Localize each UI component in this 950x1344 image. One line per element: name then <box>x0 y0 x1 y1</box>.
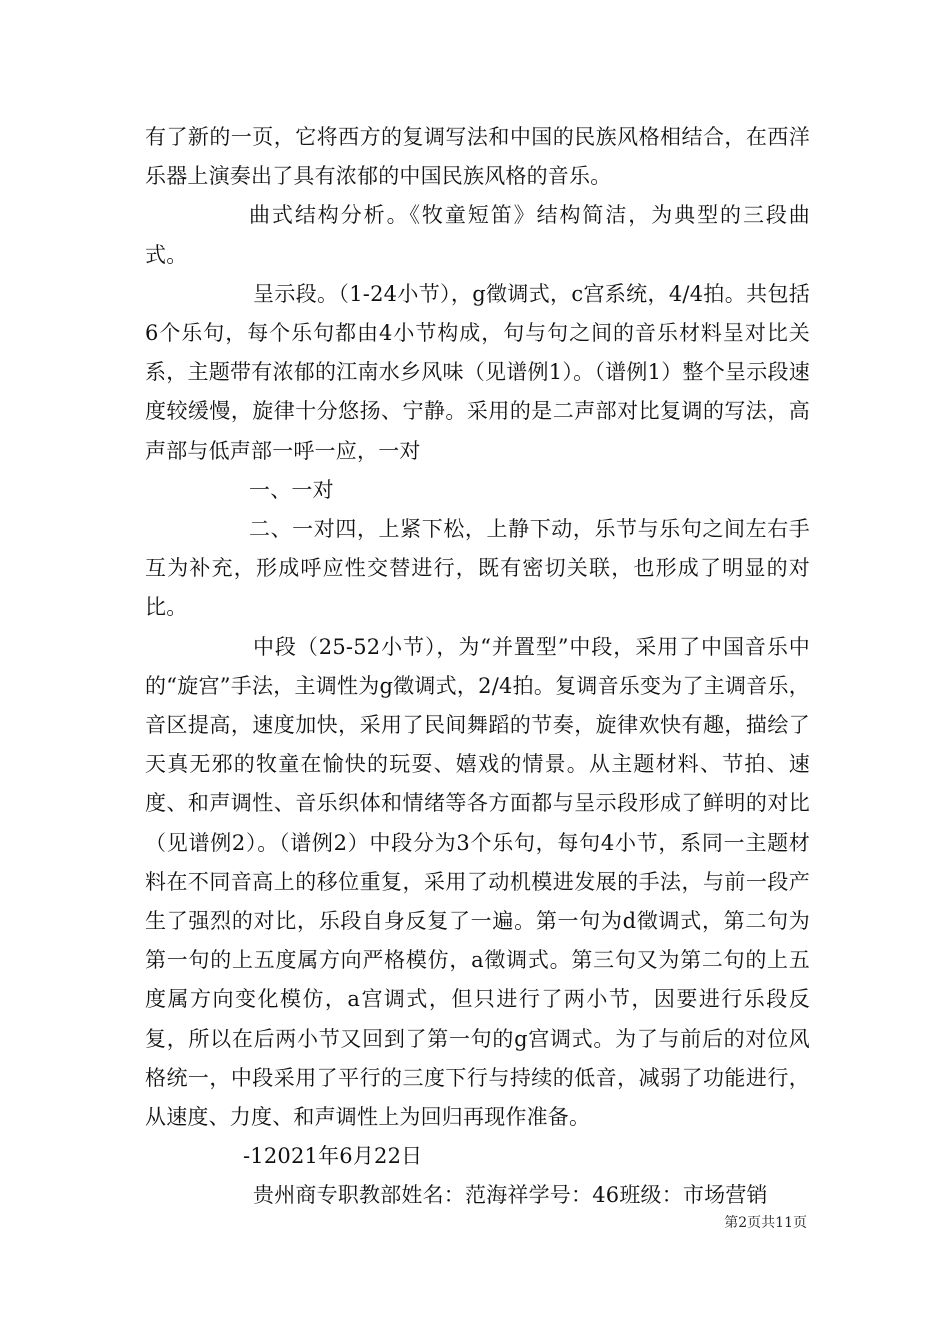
paragraph-one-to-four: 二、一对四，上紧下松，上静下动，乐节与乐句之间左右手互为补充，形成呼应性交替进行，既有密切关联，也形成了明显的对比。 <box>145 517 810 620</box>
paragraph-exposition: 呈示段。（1-24小节），g徵调式，c宫系统，4/4拍。共包括6个乐句，每个乐句都由4小节构成，句与句之间的音乐材料呈对比关系，主题带有浓郁的江南水乡风味（见谱例1）。（谱例1）整个呈示段速度较缓慢，旋律十分悠扬、宁静。采用的是二声部对比复调的写法，高声部与低声部一呼一应，一对 <box>145 281 810 463</box>
paragraph-continuation: 有了新的一页，它将西方的复调写法和中国的民族风格相结合，在西洋乐器上演奏出了具有浓郁的中国民族风格的音乐。 <box>145 125 810 189</box>
paragraph-middle-section: 中段（25-52小节），为“并置型”中段，采用了中国音乐中的“旋宫”手法，主调性为g徵调式，2/4拍。复调音乐变为了主调音乐，音区提高，速度加快，采用了民间舞蹈的节奏，旋律欢快有趣，描绘了天真无邪的牧童在愉快的玩耍、嬉戏的情景。从主题材料、节拍、速度、和声调性、音乐织体和情绪等各方面都与呈示段形成了鲜明的对比（见谱例2）。（谱例2）中段分为3个乐句，每句4小节，系同一主题材料在不同音高上的移位重复，采用了动机模进发展的手法，与前一段产生了强烈的对比，乐段自身反复了一遍。第一句为d徵调式，第二句为第一句的上五度属方向严格模仿，a徵调式。第三句又为第二句的上五度属方向变化模仿，a宫调式，但只进行了两小节，因要进行乐段反复，所以在后两小节又回到了第一句的g宫调式。为了与前后的对位风格统一，中段采用了平行的三度下行与持续的低音，减弱了功能进行，从速度、力度、和声调性上为回归再现作准备。 <box>145 634 810 1130</box>
page-number-footer: 第2页共11页 <box>724 1215 807 1231</box>
author-info-line: 贵州商专职教部姓名：范海祥学号：46班级：市场营销 <box>253 1183 768 1208</box>
body-text <box>145 118 810 1216</box>
paragraph-one-to-one: 一、一对 <box>249 477 334 502</box>
date-line: -12021年6月22日 <box>243 1144 423 1169</box>
paragraph-structure-analysis: 曲式结构分析。《牧童短笛》结构简洁，为典型的三段曲式。 <box>145 203 810 267</box>
